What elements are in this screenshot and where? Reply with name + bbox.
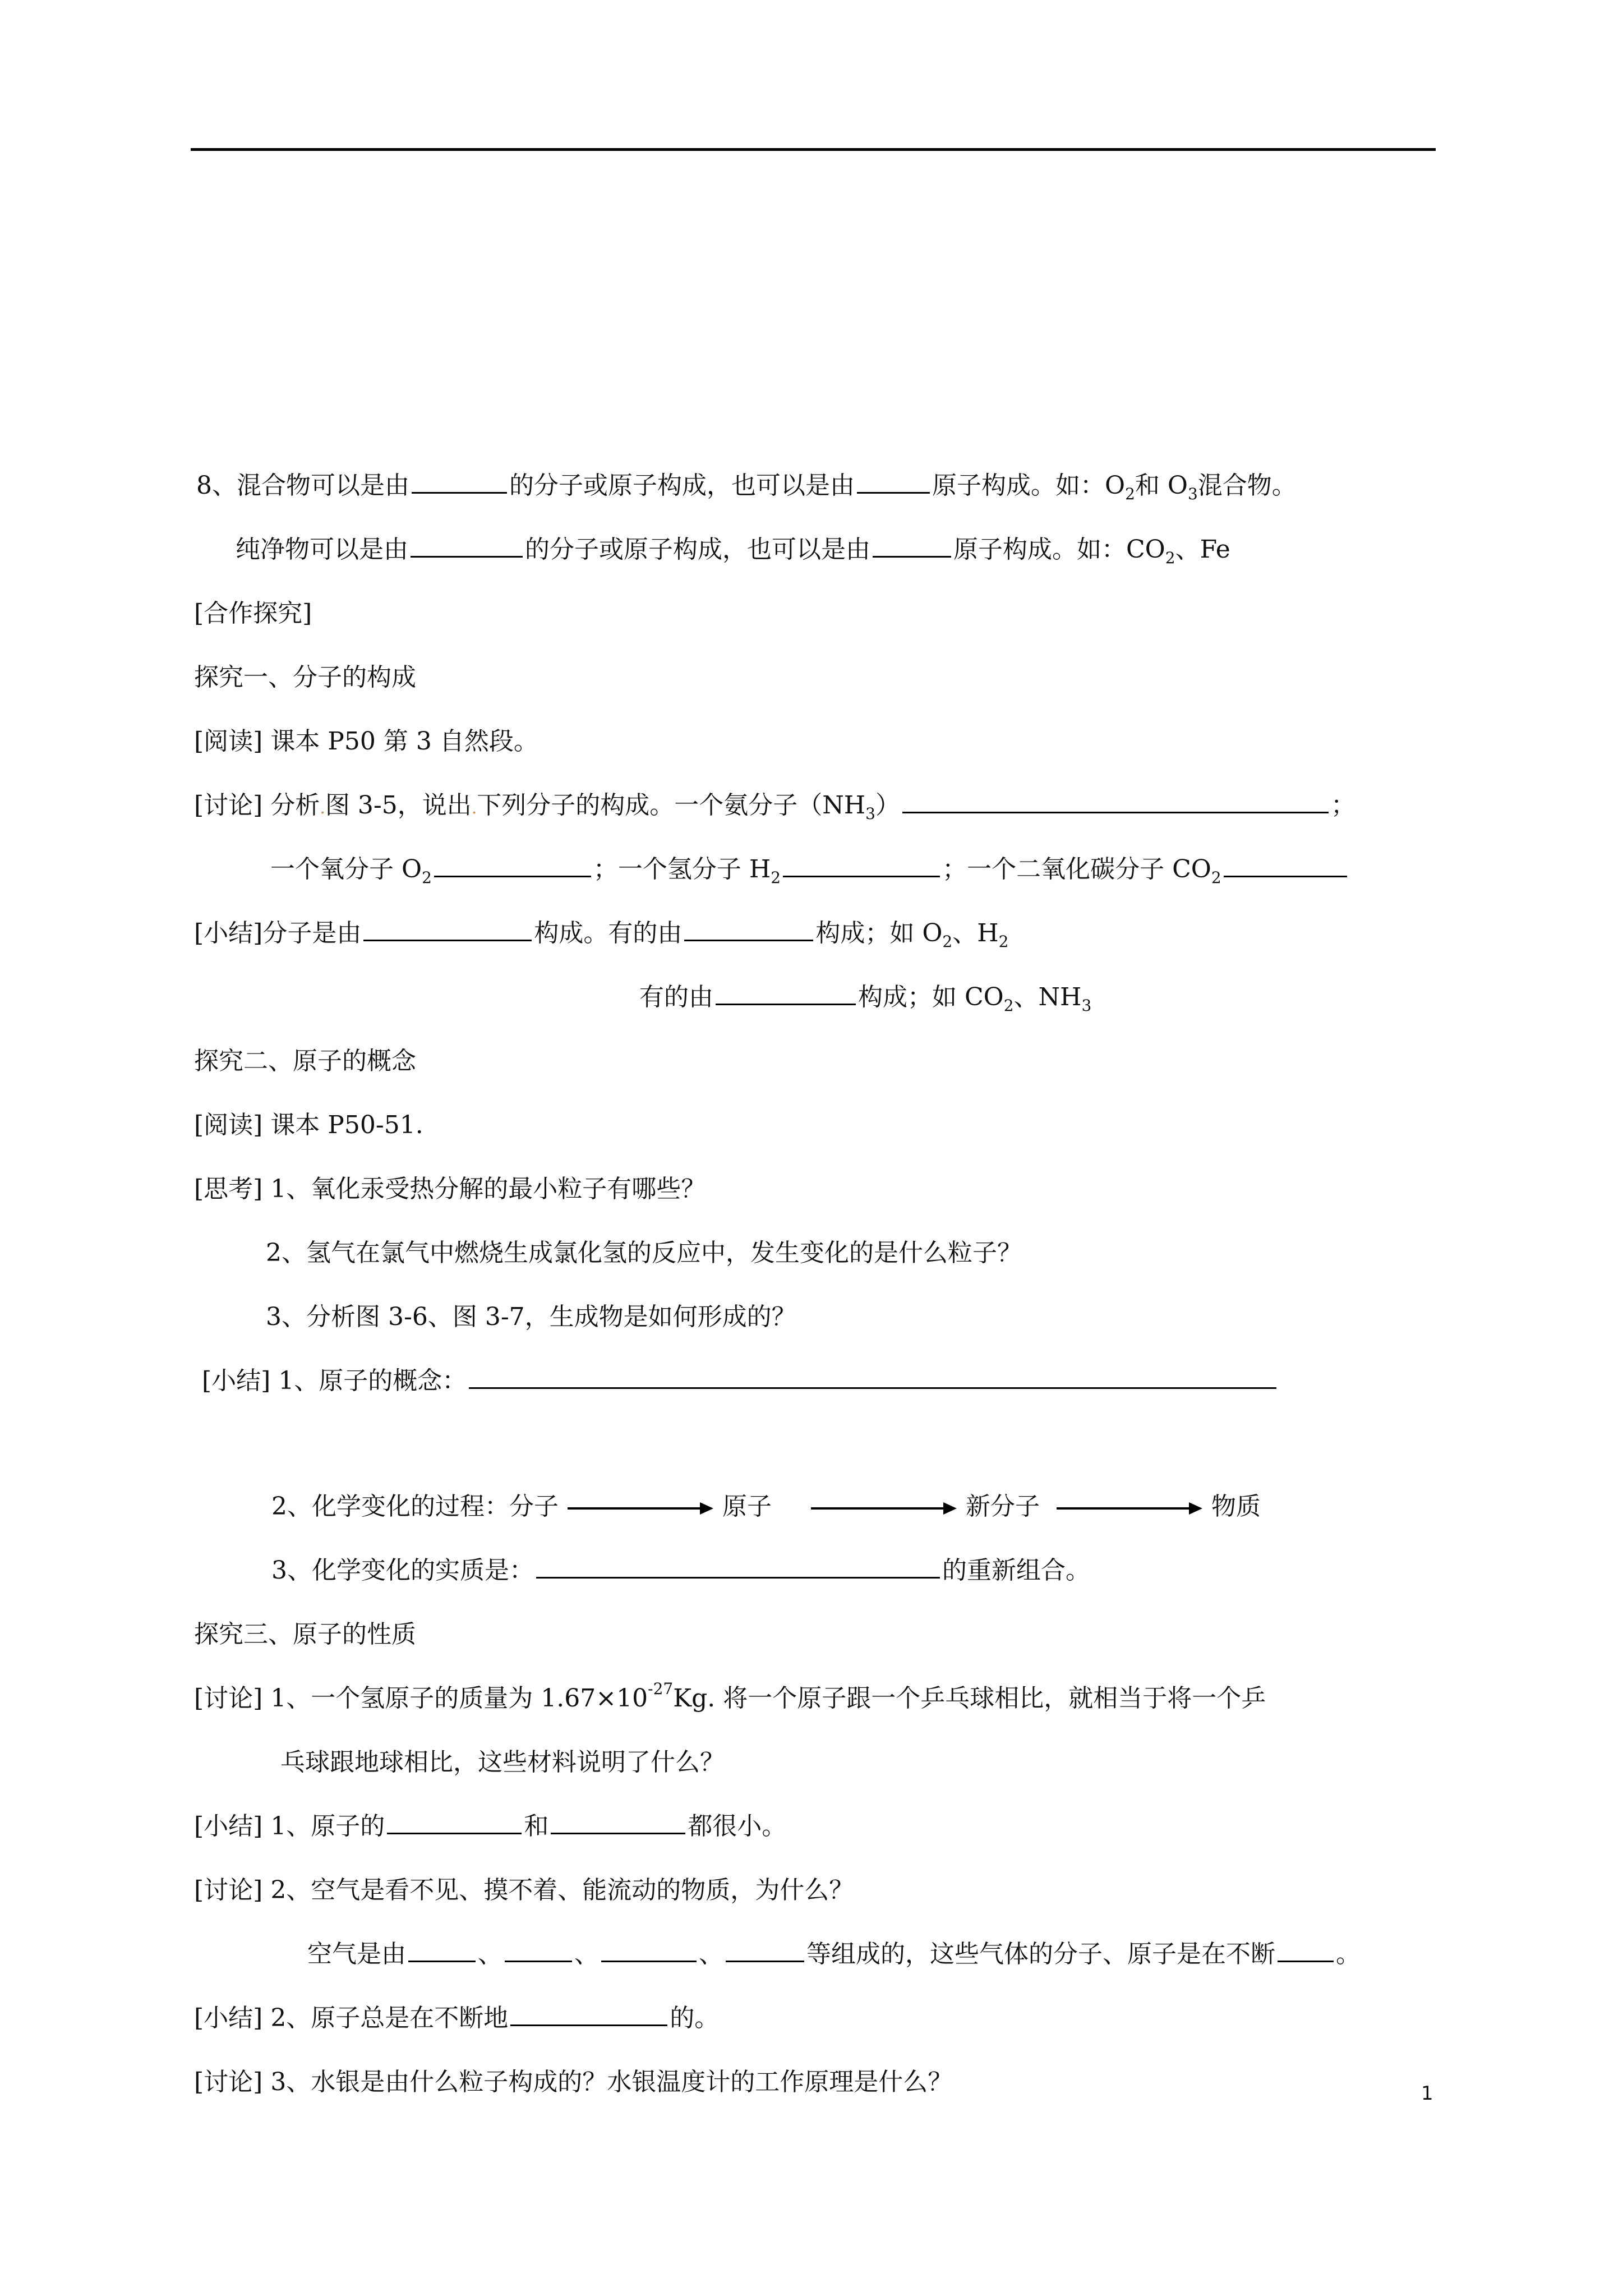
q8-pure-prefix: 纯净物可以是由 xyxy=(236,535,408,564)
essence-prefix: 3、化学变化的实质是： xyxy=(271,1556,534,1585)
summary-molecule-line1 xyxy=(194,917,1008,950)
q8-pure-after: 原子构成。如：CO xyxy=(953,535,1165,564)
inquiry3-discuss2: [讨论] 2、空气是看不见、摸不着、能流动的物质，为什么？ xyxy=(194,1876,854,1904)
inquiry1-heading: 探究一、分子的构成 xyxy=(194,663,416,692)
inquiry2-think1: [思考] 1、氧化汞受热分解的最小粒子有哪些？ xyxy=(194,1175,706,1203)
q8-mix-mid: 的分子或原子构成，也可以是由 xyxy=(509,471,855,500)
discuss-part2: 图 3-5，说出 xyxy=(325,791,472,820)
summary1-a: [小结] 1、原子的 xyxy=(194,1812,385,1841)
inquiry1-read: [阅读] 课本 P50 第 3 自然段。 xyxy=(194,727,538,756)
coop-heading: [合作探究] xyxy=(194,599,312,628)
blank-air-3[interactable] xyxy=(601,1938,697,1962)
blank-co2[interactable] xyxy=(1224,853,1347,877)
inquiry2-think3: 3、分析图 3-6、图 3-7，生成物是如何形成的？ xyxy=(266,1303,796,1331)
q8-mix-and: 和 O xyxy=(1135,471,1188,500)
discuss-end: ； xyxy=(1330,791,1355,820)
process-step-new-molecule: 新分子 xyxy=(966,1492,1040,1521)
inquiry1-discuss-line xyxy=(194,789,1355,822)
process-step-substance: 物质 xyxy=(1211,1492,1261,1521)
summary2-b: 的。 xyxy=(670,2004,720,2032)
h2-text: ；一个氢分子 H xyxy=(593,855,771,884)
blank-pure-same[interactable] xyxy=(411,533,523,558)
summary-b2-sub: 2 xyxy=(1003,996,1014,1015)
blank-h2[interactable] xyxy=(783,853,940,877)
summary2-a: [小结] 2、原子总是在不断地 xyxy=(194,2004,509,2032)
arrow-right-icon xyxy=(811,1500,957,1517)
summary-a3-sub: 2 xyxy=(942,932,953,951)
blank-essence[interactable] xyxy=(536,1554,940,1579)
air-sep: 、 xyxy=(699,1940,723,1968)
summary-a3: 构成；如 O xyxy=(815,919,943,947)
atom-concept-line xyxy=(202,1364,1279,1398)
q8-mix-sub1: 2 xyxy=(1125,485,1135,503)
page-number: 1 xyxy=(1421,2082,1433,2105)
arrow-right-icon xyxy=(1057,1500,1202,1517)
h2-sub: 2 xyxy=(771,868,781,887)
molecules-line xyxy=(270,853,1349,886)
summary-b3: 、NH xyxy=(1013,983,1082,1011)
q8-pure-sub1: 2 xyxy=(1165,549,1175,567)
blank-some-made-of-2[interactable] xyxy=(716,981,856,1005)
blank-pure-atoms[interactable] xyxy=(873,533,951,558)
blank-molecule-made-of[interactable] xyxy=(363,917,532,941)
q8-pure-end: 、Fe xyxy=(1175,535,1230,564)
summary-b2: 构成；如 CO xyxy=(858,983,1004,1011)
inquiry3-heading: 探究三、原子的性质 xyxy=(194,1620,416,1649)
air-composition-line xyxy=(307,1938,1361,1971)
q8-mixture-line xyxy=(196,469,1297,503)
blank-atom-motion[interactable] xyxy=(510,2002,667,2026)
blank-mix-atoms[interactable] xyxy=(857,470,930,494)
q8-mix-sub2: 3 xyxy=(1187,485,1198,503)
discuss1-b: Kg. 将一个原子跟一个乒乓球相比，就相当于将一个乒 xyxy=(673,1684,1266,1713)
discuss-nh3-sub: 3 xyxy=(865,804,875,823)
chemical-process-line xyxy=(271,1490,1261,1524)
summary-a2: 构成。有的由 xyxy=(534,919,683,947)
o2-sub: 2 xyxy=(422,868,432,887)
summary1-b: 和 xyxy=(524,1812,549,1841)
co2-sub: 2 xyxy=(1211,868,1221,887)
inquiry3-discuss1-line2: 乓球跟地球相比，这些材料说明了什么？ xyxy=(280,1748,725,1777)
blank-air-2[interactable] xyxy=(505,1938,572,1962)
header-rule xyxy=(191,148,1436,151)
q8-mix-after: 原子构成。如：O xyxy=(932,471,1126,500)
q8-mix-end: 混合物。 xyxy=(1197,471,1297,500)
inquiry2-heading: 探究二、原子的概念 xyxy=(194,1047,416,1075)
chemical-essence-line xyxy=(271,1554,1090,1588)
o2-text: 一个氧分子 O xyxy=(270,855,422,884)
process-label: 2、化学变化的过程： xyxy=(271,1492,509,1521)
air-sep: 、 xyxy=(478,1940,502,1968)
blank-o2[interactable] xyxy=(434,853,591,877)
blank-air-1[interactable] xyxy=(408,1938,476,1962)
process-step-molecule: 分子 xyxy=(509,1492,559,1521)
discuss1-exponent: -27 xyxy=(648,1680,674,1698)
summary-a4-sub: 2 xyxy=(998,932,1009,951)
summary-a4: 、H xyxy=(952,919,999,947)
essence-suffix: 的重新组合。 xyxy=(942,1556,1090,1585)
summary1-c: 都很小。 xyxy=(688,1812,787,1841)
q8-pure-line xyxy=(236,533,1230,567)
summary-molecule-line2 xyxy=(639,981,1091,1014)
discuss-part3: 下列分子的构成。一个氨分子（NH xyxy=(477,791,866,820)
dot-mark: . xyxy=(471,798,477,818)
blank-atom-mass[interactable] xyxy=(387,1810,522,1834)
inquiry3-discuss3: [讨论] 3、水银是由什么粒子构成的？水银温度计的工作原理是什么？ xyxy=(194,2068,953,2096)
blank-nh3[interactable] xyxy=(902,789,1329,813)
atom-concept-label: [小结] 1、原子的概念： xyxy=(202,1366,467,1395)
inquiry3-discuss1-line1 xyxy=(194,1682,1266,1715)
inquiry2-think2: 2、氢气在氯气中燃烧生成氯化氢的反应中，发生变化的是什么粒子？ xyxy=(266,1239,1022,1267)
blank-air-4[interactable] xyxy=(726,1938,804,1962)
blank-some-made-of-1[interactable] xyxy=(684,917,813,941)
q8-mix-prefix: 8、混合物可以是由 xyxy=(196,471,409,500)
arrow-right-icon xyxy=(568,1500,713,1517)
inquiry2-read: [阅读] 课本 P50-51. xyxy=(194,1111,423,1139)
air-prefix: 空气是由 xyxy=(307,1940,406,1968)
air-end: 。 xyxy=(1336,1940,1361,1968)
summary-b1: 有的由 xyxy=(639,983,713,1011)
inquiry3-summary1 xyxy=(194,1810,786,1843)
air-sep: 、 xyxy=(574,1940,599,1968)
blank-atom-concept[interactable] xyxy=(469,1365,1276,1389)
summary-b3-sub: 3 xyxy=(1081,996,1092,1015)
blank-mix-same[interactable] xyxy=(412,470,507,494)
dot-mark: . xyxy=(320,798,325,818)
blank-atom-volume[interactable] xyxy=(551,1810,685,1834)
co2-text: ；一个二氧化碳分子 CO xyxy=(942,855,1211,884)
process-step-atom: 原子 xyxy=(722,1492,772,1521)
discuss-part1: [讨论] 分析 xyxy=(194,791,320,820)
discuss1-a: [讨论] 1、一个氢原子的质量为 1.67×10 xyxy=(194,1684,648,1713)
discuss-part4: ） xyxy=(875,791,900,820)
summary-a1: [小结]分子是由 xyxy=(194,919,362,947)
air-suffix: 等组成的，这些气体的分子、原子是在不断 xyxy=(806,1940,1275,1968)
inquiry3-summary2 xyxy=(194,2001,719,2035)
blank-air-motion[interactable] xyxy=(1278,1938,1334,1962)
q8-pure-mid: 的分子或原子构成，也可以是由 xyxy=(525,535,870,564)
